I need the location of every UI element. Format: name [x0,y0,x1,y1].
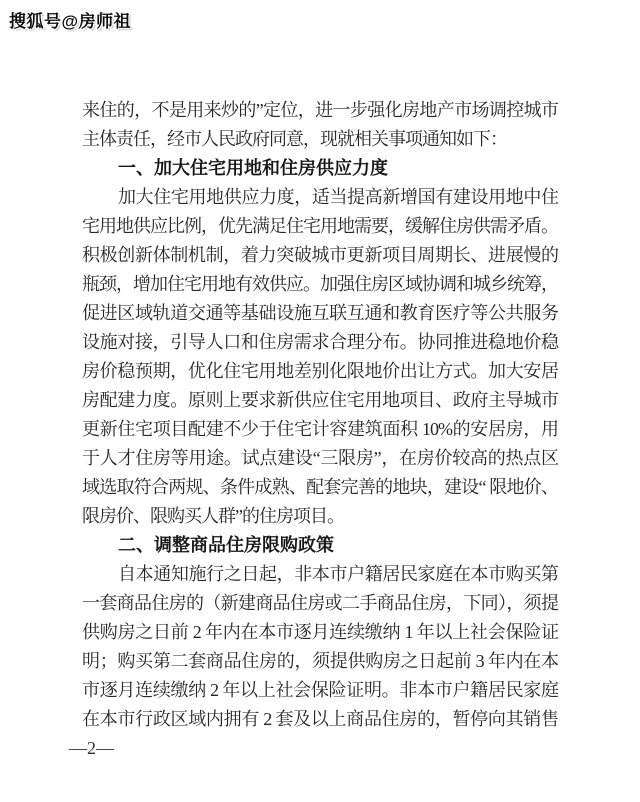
text-line: 设施对接，引导人口和住房需求合理分布。协同推进稳地价稳 [82,332,558,352]
text-line: 自本通知施行之日起，非本市户籍居民家庭在本市购买第 [118,564,558,584]
text-line: 限房价、限购买人群”的住房项目。 [82,506,344,526]
text-line: 域选取符合两规、条件成熟、配套完善的地块，建设“ 限地价、 [82,477,558,497]
text-line: 于人才住房等用途。试点建设“三限房”，在房价较高的热点区 [82,448,558,468]
sohu-watermark: 搜狐号@房师祖 [9,12,132,31]
text-line: 房价稳预期，优化住宅用地差别化限地价出让方式。加大安居 [82,361,558,381]
page-number: —2— [69,738,114,758]
text-line: 一套商品住房的（新建商品住房或二手商品住房，下同），须提 [82,593,558,613]
text-line: 积极创新体制机制，着力突破城市更新项目周期长、进展慢的 [82,245,558,265]
text-line: 在本市行政区域内拥有 2 套及以上商品住房的，暂停向其销售 [82,709,558,729]
text-line: 供购房之日前 2 年内在本市逐月连续缴纳 1 年以上社会保险证 [82,622,558,642]
section-heading: 一、加大住宅用地和住房供应力度 [118,158,388,178]
document-body [69,96,558,763]
text-line: 宅用地供应比例，优先满足住宅用地需要，缓解住房供需矛盾。 [82,216,558,236]
text-line: 促进区域轨道交通等基础设施互联互通和教育医疗等公共服务 [82,303,558,323]
text-line: 来住的，不是用来炒的”定位，进一步强化房地产市场调控城市 [82,100,558,120]
section-heading: 二、调整商品住房限购政策 [118,535,334,555]
text-line: 主体责任，经市人民政府同意，现就相关事项通知如下： [82,129,507,149]
text-line: 加大住宅用地供应力度，适当提高新增国有建设用地中住 [118,187,558,207]
text-line: 更新住宅项目配建不少于住宅计容建筑面积 10%的安居房，用 [82,419,558,439]
text-line: 房配建力度。原则上要求新供应住宅用地项目、政府主导城市 [82,390,558,410]
text-line: 市逐月连续缴纳 2 年以上社会保险证明。非本市户籍居民家庭 [82,680,558,700]
text-line: 瓶颈，增加住宅用地有效供应。加强住房区域协调和城乡统筹， [82,274,558,294]
text-line: 明；购买第二套商品住房的，须提供购房之日起前 3 年内在本 [82,651,558,671]
